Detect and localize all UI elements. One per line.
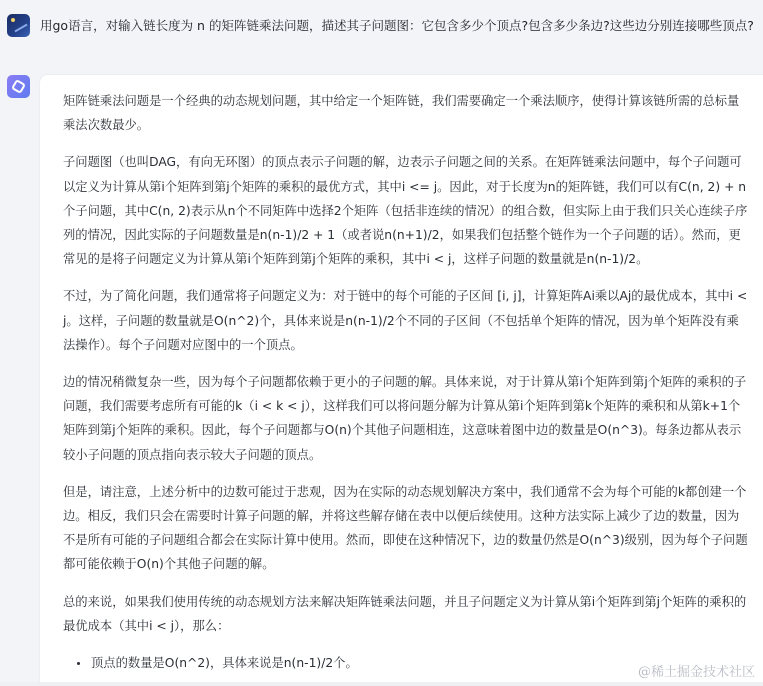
streak-decoration xyxy=(14,24,27,33)
paragraph: 但是，请注意，上述分析中的边数可能过于悲观，因为在实际的动态规划解决方案中，我们通常不会为每个可能的k都创建一个边。相反，我们只会在需要时计算子问题的解，并将这些解存储在表中以便后续使用。这种方法实际上减少了边的数量，因为不是所有可能的子问题组合都会在实际计算中使用。然而，即使在这种情况下，边的数量仍然是O(n^3)级别，因为每个子问题都可能依赖于O(n)个其他子问题的解。 xyxy=(63,484,748,572)
assistant-avatar-icon xyxy=(7,75,30,98)
hexagon-logo-icon xyxy=(11,79,26,94)
paragraph: 边的情况稍微复杂一些，因为每个子问题都依赖于更小的子问题的解。具体来说，对于计算从第i个矩阵到第j个矩阵的乘积的子问题，我们需要考虑所有可能的k（i < k < j），这样我们可以将问题分解为计算从第i个矩阵到第k个矩阵的乘积和从第k+1个矩阵到第j个矩阵的乘积。因此，每个子问题都与O(n)个其他子问题相连，这意味着图中边的数量是O(n^3)。每条边都从表示较小子问题的顶点指向表示较大子问题的顶点。 xyxy=(63,375,747,462)
bottom-bar xyxy=(0,682,763,686)
paragraph: 总的来说，如果我们使用传统的动态规划方法来解决矩阵链乘法问题，并且子问题定义为计算从第i个矩阵到第j个矩阵的乘积的最优成本（其中i < j），那么： xyxy=(63,594,747,633)
moon-icon xyxy=(11,18,15,22)
paragraph: 子问题图（也叫DAG，有向无环图）的顶点表示子问题的解，边表示子问题之间的关系。在矩阵链乘法问题中，每个子问题可以定义为计算从第i个矩阵到第j个矩阵的乘积的最优方式，其中i <= j。因此，对于长度为n的矩阵链，我们可以有C(n, 2) + n个子问题，其中C(n, 2)表示从n个不同矩阵中选择2个矩阵（包括非连续的情况）的组合数，但实际上由于我们只关心连续子序列的情况，因此实际的子问题数量是n(n-1)/2 + 1（或者说n(n+1)/2，如果我们包括整个链作为一个子问题的话）。然而，更常见的是将子问题定义为计算从第i个矩阵到第j个矩阵的乘积，其中i < j，这样子问题的数量就是n(n-1)/2。 xyxy=(63,155,748,267)
bullet-item: 顶点的数量是O(n^2)，具体来说是n(n-1)/2个。 xyxy=(77,651,749,675)
user-avatar-icon xyxy=(7,14,30,37)
paragraph: 不过，为了简化问题，我们通常将子问题定义为：对于链中的每个可能的子区间 [i, j]，计算矩阵Ai乘以Aj的最优成本，其中i < j。这样，子问题的数量就是O(n^2)个，具体来说是n(n-1)/2个不同的子区间（不包括单个矩阵的情况，因为单个矩阵没有乘法操作）。每个子问题对应图中的一个顶点。 xyxy=(63,289,748,352)
paragraph: 矩阵链乘法问题是一个经典的动态规划问题，其中给定一个矩阵链，我们需要确定一个乘法顺序，使得计算该链所需的总标量乘法次数最少。 xyxy=(63,94,740,133)
assistant-message-bubble xyxy=(40,75,763,686)
user-message-text: 用go语言，对输入链长度为 n 的矩阵链乘法问题，描述其子问题图：它包含多少个顶点?包含多少条边?这些边分别连接哪些顶点? xyxy=(40,18,754,33)
assistant-message-content xyxy=(63,89,749,675)
watermark: @稀土掘金技术社区 xyxy=(637,665,755,680)
